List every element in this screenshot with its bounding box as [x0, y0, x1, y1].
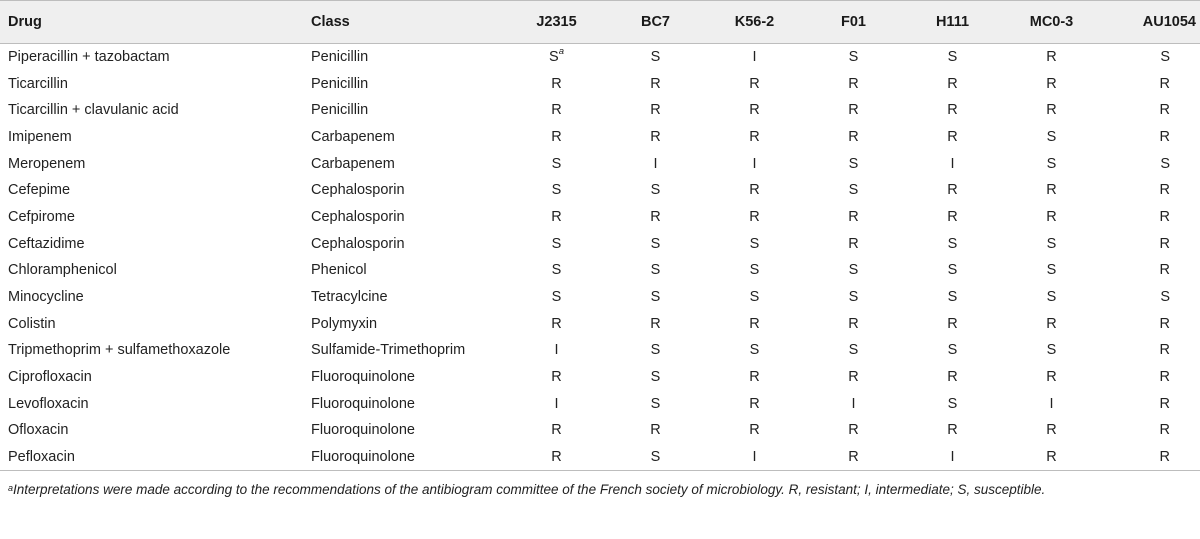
susceptibility-cell: [903, 230, 1002, 257]
susceptibility-value: S: [650, 369, 661, 386]
susceptibility-value: R: [1159, 128, 1170, 145]
susceptibility-cell: [705, 284, 804, 311]
susceptibility-value: R: [1046, 369, 1057, 386]
table-row: [0, 337, 1200, 364]
susceptibility-cell: [606, 230, 705, 257]
susceptibility-cell: [1002, 364, 1101, 391]
header-strain-j2315: J2315: [536, 14, 577, 30]
susceptibility-cell: [1101, 310, 1200, 337]
susceptibility-cell: [804, 310, 903, 337]
header-class: Class: [311, 14, 350, 30]
drug-cell: Cefepime: [8, 182, 71, 199]
susceptibility-value: S: [848, 342, 859, 359]
susceptibility-cell: [804, 124, 903, 151]
class-cell: Penicillin: [311, 49, 369, 66]
susceptibility-cell: [606, 364, 705, 391]
susceptibility-value: R: [749, 128, 760, 145]
susceptibility-value: R: [650, 315, 661, 332]
susceptibility-value: R: [749, 315, 760, 332]
susceptibility-value: R: [947, 128, 958, 145]
susceptibility-cell: [903, 417, 1002, 444]
susceptibility-cell: [804, 444, 903, 471]
class-cell: Phenicol: [311, 262, 367, 279]
susceptibility-cell: [903, 444, 1002, 471]
susceptibility-cell: [507, 364, 606, 391]
susceptibility-cell: [903, 70, 1002, 97]
susceptibility-cell: [705, 97, 804, 124]
susceptibility-value: S: [650, 182, 661, 199]
drug-cell: Tripmethoprim + sulfamethoxazole: [8, 342, 231, 359]
susceptibility-cell: [705, 337, 804, 364]
susceptibility-value: R: [1046, 448, 1057, 465]
susceptibility-value: S: [551, 182, 562, 199]
susceptibility-value: S: [650, 235, 661, 252]
susceptibility-cell: [804, 337, 903, 364]
table-body: [0, 44, 1200, 471]
susceptibility-value: R: [749, 422, 760, 439]
header-row: [0, 1, 1200, 44]
susceptibility-cell: [606, 177, 705, 204]
susceptibility-cell: [507, 417, 606, 444]
susceptibility-value: S: [1046, 262, 1057, 279]
susceptibility-value: I: [653, 155, 658, 172]
susceptibility-cell: [1101, 124, 1200, 151]
susceptibility-cell: [903, 97, 1002, 124]
susceptibility-cell: [1101, 444, 1200, 471]
susceptibility-value: R: [749, 395, 760, 412]
susceptibility-value: S: [549, 49, 559, 66]
susceptibility-cell: [1101, 257, 1200, 284]
susceptibility-cell: [804, 257, 903, 284]
susceptibility-value: S: [1046, 289, 1057, 306]
susceptibility-cell: [903, 204, 1002, 231]
susceptibility-cell: [606, 337, 705, 364]
susceptibility-cell: [804, 70, 903, 97]
susceptibility-value: R: [551, 102, 562, 119]
susceptibility-value: S: [650, 289, 661, 306]
susceptibility-cell: [507, 124, 606, 151]
susceptibility-cell: [1101, 150, 1200, 177]
class-cell: Carbapenem: [311, 128, 395, 145]
susceptibility-value: R: [1159, 208, 1170, 225]
susceptibility-cell: [507, 204, 606, 231]
susceptibility-value: R: [1046, 182, 1057, 199]
susceptibility-cell: [1002, 310, 1101, 337]
susceptibility-value: R: [1046, 102, 1057, 119]
susceptibility-value: R: [551, 448, 562, 465]
susceptibility-cell: [705, 417, 804, 444]
drug-cell: Colistin: [8, 315, 56, 332]
drug-cell: Pefloxacin: [8, 448, 75, 465]
susceptibility-value: I: [752, 155, 757, 172]
susceptibility-value: R: [947, 315, 958, 332]
class-cell: Polymyxin: [311, 315, 378, 332]
susceptibility-cell: [903, 284, 1002, 311]
header-strain-k56-2: K56-2: [734, 14, 775, 30]
class-cell: Fluoroquinolone: [311, 395, 415, 412]
susceptibility-value: R: [1159, 342, 1170, 359]
susceptibility-value: S: [1046, 235, 1057, 252]
susceptibility-cell: [1002, 124, 1101, 151]
header-strain-mc0-3: MC0-3: [1029, 14, 1074, 30]
class-cell: Fluoroquinolone: [311, 422, 415, 439]
susceptibility-value: I: [950, 448, 955, 465]
table-row: [0, 44, 1200, 71]
footnote-reference: a: [558, 46, 564, 58]
susceptibility-cell: [507, 150, 606, 177]
susceptibility-cell: [804, 364, 903, 391]
susceptibility-cell: [705, 444, 804, 471]
drug-cell: Meropenem: [8, 155, 86, 172]
drug-cell: Ticarcillin + clavulanic acid: [8, 102, 179, 119]
susceptibility-value: S: [749, 235, 760, 252]
susceptibility-cell: [606, 284, 705, 311]
susceptibility-value: S: [848, 262, 859, 279]
table-row: [0, 364, 1200, 391]
class-cell: Fluoroquinolone: [311, 448, 415, 465]
susceptibility-value: S: [947, 289, 958, 306]
footnote-marker: a: [8, 483, 14, 493]
class-cell: Penicillin: [311, 102, 369, 119]
susceptibility-cell: [1101, 337, 1200, 364]
susceptibility-value: S: [848, 155, 859, 172]
susceptibility-cell: [804, 230, 903, 257]
drug-cell: Cefpirome: [8, 208, 75, 225]
susceptibility-value: R: [650, 75, 661, 92]
susceptibility-value: R: [749, 208, 760, 225]
susceptibility-value: R: [551, 315, 562, 332]
susceptibility-cell: [606, 70, 705, 97]
susceptibility-value: R: [1159, 102, 1170, 119]
susceptibility-value: S: [650, 448, 661, 465]
susceptibility-value: S: [947, 262, 958, 279]
susceptibility-cell: [804, 97, 903, 124]
susceptibility-value: R: [848, 422, 859, 439]
susceptibility-cell: [903, 364, 1002, 391]
susceptibility-cell: [804, 417, 903, 444]
susceptibility-value: I: [554, 342, 559, 359]
susceptibility-cell: [507, 337, 606, 364]
susceptibility-value: R: [551, 422, 562, 439]
susceptibility-cell: [606, 444, 705, 471]
table-header: [0, 1, 1200, 44]
header-drug: Drug: [8, 14, 42, 30]
susceptibility-cell: [606, 257, 705, 284]
susceptibility-cell: [903, 177, 1002, 204]
table-row: [0, 97, 1200, 124]
susceptibility-cell: [606, 417, 705, 444]
class-cell: Tetracylcine: [311, 289, 388, 306]
susceptibility-cell: [705, 124, 804, 151]
susceptibility-cell: [1101, 44, 1200, 71]
susceptibility-cell: [1002, 417, 1101, 444]
susceptibility-value: R: [551, 369, 562, 386]
susceptibility-value: S: [947, 49, 958, 66]
susceptibility-value: S: [551, 262, 562, 279]
header-strain-f01: F01: [841, 14, 866, 30]
susceptibility-cell: [507, 230, 606, 257]
drug-cell: Levofloxacin: [8, 395, 89, 412]
susceptibility-value: R: [1046, 422, 1057, 439]
susceptibility-value: I: [752, 448, 757, 465]
susceptibility-cell: [1101, 97, 1200, 124]
table-row: [0, 417, 1200, 444]
susceptibility-value: S: [749, 289, 760, 306]
susceptibility-cell: [507, 97, 606, 124]
drug-cell: Ofloxacin: [8, 422, 69, 439]
susceptibility-cell: [1002, 204, 1101, 231]
susceptibility-value: R: [848, 208, 859, 225]
susceptibility-cell: [705, 204, 804, 231]
susceptibility-cell: [606, 390, 705, 417]
header-strain-bc7: BC7: [640, 14, 670, 30]
susceptibility-cell: [705, 230, 804, 257]
susceptibility-cell: [705, 44, 804, 71]
table-row: [0, 230, 1200, 257]
susceptibility-cell: [1101, 204, 1200, 231]
susceptibility-cell: [507, 310, 606, 337]
susceptibility-cell: [804, 390, 903, 417]
susceptibility-cell: [1002, 177, 1101, 204]
susceptibility-value: R: [1159, 75, 1170, 92]
susceptibility-cell: [1002, 284, 1101, 311]
drug-cell: Ceftazidime: [8, 235, 85, 252]
susceptibility-value: S: [551, 155, 562, 172]
susceptibility-value: R: [1046, 315, 1057, 332]
drug-cell: Minocycline: [8, 289, 84, 306]
susceptibility-cell: [903, 44, 1002, 71]
table-row: [0, 70, 1200, 97]
class-cell: Fluoroquinolone: [311, 369, 415, 386]
susceptibility-cell: [1002, 444, 1101, 471]
susceptibility-value: R: [848, 448, 859, 465]
susceptibility-value: S: [650, 395, 661, 412]
susceptibility-value: R: [848, 315, 859, 332]
drug-cell: Ciprofloxacin: [8, 369, 92, 386]
class-cell: Cephalosporin: [311, 182, 405, 199]
susceptibility-cell: [705, 390, 804, 417]
susceptibility-cell: [903, 310, 1002, 337]
susceptibility-cell: [507, 70, 606, 97]
susceptibility-cell: [507, 284, 606, 311]
table-footnote: [0, 471, 1200, 500]
susceptibility-cell: [903, 337, 1002, 364]
susceptibility-value: R: [848, 102, 859, 119]
susceptibility-cell: [903, 124, 1002, 151]
susceptibility-cell: [606, 204, 705, 231]
susceptibility-cell: [804, 284, 903, 311]
susceptibility-cell: [1101, 364, 1200, 391]
susceptibility-cell: [1002, 390, 1101, 417]
susceptibility-cell: [1002, 44, 1101, 71]
susceptibility-value: R: [848, 75, 859, 92]
susceptibility-value: R: [1159, 422, 1170, 439]
susceptibility-value: R: [749, 182, 760, 199]
susceptibility-cell: [705, 150, 804, 177]
susceptibility-cell: [1101, 230, 1200, 257]
susceptibility-value: S: [848, 289, 859, 306]
susceptibility-value: R: [947, 182, 958, 199]
susceptibility-value: I: [752, 49, 757, 66]
susceptibility-cell: [903, 390, 1002, 417]
susceptibility-cell: [507, 177, 606, 204]
table-row: [0, 204, 1200, 231]
susceptibility-cell: [705, 364, 804, 391]
susceptibility-cell: [903, 150, 1002, 177]
susceptibility-value: I: [554, 395, 559, 412]
susceptibility-value: S: [650, 342, 661, 359]
class-cell: Cephalosporin: [311, 235, 405, 252]
table-row: [0, 284, 1200, 311]
susceptibility-value: S: [650, 262, 661, 279]
susceptibility-cell: [705, 177, 804, 204]
susceptibility-value: R: [947, 422, 958, 439]
susceptibility-cell: [903, 257, 1002, 284]
susceptibility-value: S: [749, 262, 760, 279]
susceptibility-value: S: [1160, 289, 1170, 306]
table-row: [0, 257, 1200, 284]
susceptibility-value: R: [848, 369, 859, 386]
susceptibility-value: R: [1159, 369, 1170, 386]
susceptibility-value: S: [848, 49, 859, 66]
susceptibility-cell: [804, 204, 903, 231]
drug-cell: Imipenem: [8, 128, 72, 145]
susceptibility-cell: [507, 390, 606, 417]
susceptibility-value: S: [1046, 155, 1057, 172]
susceptibility-cell: [705, 70, 804, 97]
susceptibility-cell: [1002, 230, 1101, 257]
susceptibility-value: R: [551, 75, 562, 92]
susceptibility-cell: [606, 150, 705, 177]
susceptibility-cell: [1101, 390, 1200, 417]
susceptibility-value: R: [1159, 315, 1170, 332]
susceptibility-cell: [507, 444, 606, 471]
susceptibility-value: R: [848, 235, 859, 252]
susceptibility-value: R: [947, 208, 958, 225]
susceptibility-cell: [1002, 97, 1101, 124]
susceptibility-value: R: [749, 102, 760, 119]
susceptibility-value: R: [947, 102, 958, 119]
susceptibility-value: R: [1159, 262, 1170, 279]
susceptibility-cell: [804, 44, 903, 71]
susceptibility-value: S: [947, 342, 958, 359]
susceptibility-cell: [1101, 284, 1200, 311]
susceptibility-value: I: [950, 155, 955, 172]
susceptibility-value: R: [1046, 208, 1057, 225]
susceptibility-cell: [705, 310, 804, 337]
susceptibility-cell: [606, 97, 705, 124]
susceptibility-value: S: [1046, 342, 1057, 359]
table-row: [0, 310, 1200, 337]
susceptibility-value: R: [551, 128, 562, 145]
header-strain-h111: H111: [935, 14, 970, 30]
susceptibility-cell: [507, 257, 606, 284]
drug-cell: Chloramphenicol: [8, 262, 117, 279]
susceptibility-value: I: [851, 395, 856, 412]
susceptibility-value: I: [1049, 395, 1054, 412]
susceptibility-value: S: [749, 342, 760, 359]
susceptibility-value: S: [1160, 49, 1170, 66]
class-cell: Sulfamide-Trimethoprim: [311, 342, 466, 359]
susceptibility-value: R: [947, 369, 958, 386]
susceptibility-value: S: [650, 49, 661, 66]
susceptibility-value: S: [1046, 128, 1057, 145]
table-row: [0, 444, 1200, 471]
class-cell: Carbapenem: [311, 155, 395, 172]
drug-cell: Ticarcillin: [8, 75, 68, 92]
susceptibility-cell: [606, 124, 705, 151]
susceptibility-value: R: [749, 369, 760, 386]
susceptibility-cell: [804, 177, 903, 204]
table-row: [0, 124, 1200, 151]
susceptibility-value: S: [551, 235, 562, 252]
susceptibility-value: S: [848, 182, 859, 199]
susceptibility-value: R: [551, 208, 562, 225]
susceptibility-value: S: [947, 235, 958, 252]
susceptibility-cell: [1002, 70, 1101, 97]
susceptibility-value: R: [1159, 448, 1170, 465]
susceptibility-value: R: [650, 128, 661, 145]
susceptibility-value: S: [551, 289, 562, 306]
susceptibility-cell: [1002, 337, 1101, 364]
susceptibility-cell: [1101, 177, 1200, 204]
susceptibility-cell: [606, 310, 705, 337]
susceptibility-value: R: [1046, 49, 1057, 66]
table-row: [0, 390, 1200, 417]
susceptibility-value: R: [1046, 75, 1057, 92]
susceptibility-cell: [1101, 417, 1200, 444]
susceptibility-value: R: [650, 422, 661, 439]
class-cell: Penicillin: [311, 75, 369, 92]
susceptibility-cell: [606, 44, 705, 71]
susceptibility-cell: [507, 44, 606, 71]
susceptibility-value: R: [650, 208, 661, 225]
class-cell: Cephalosporin: [311, 208, 405, 225]
susceptibility-value: R: [1159, 182, 1170, 199]
footnote-text: Interpretations were made according to the recommendations of the antibiogram committee of the French society of microbiology. R, resistant; I, intermediate; S, susceptible.: [13, 482, 1046, 497]
drug-cell: Piperacillin + tazobactam: [8, 49, 170, 66]
susceptibility-cell: [1002, 257, 1101, 284]
susceptibility-value: R: [650, 102, 661, 119]
susceptibility-value: R: [749, 75, 760, 92]
susceptibility-value: S: [947, 395, 958, 412]
susceptibility-cell: [705, 257, 804, 284]
susceptibility-value: S: [1160, 155, 1170, 172]
susceptibility-value: R: [1159, 395, 1170, 412]
susceptibility-value: R: [947, 75, 958, 92]
susceptibility-cell: [804, 150, 903, 177]
susceptibility-cell: [1002, 150, 1101, 177]
susceptibility-value: R: [848, 128, 859, 145]
susceptibility-cell: [1101, 70, 1200, 97]
table-row: [0, 177, 1200, 204]
susceptibility-value: R: [1159, 235, 1170, 252]
header-strain-au1054: AU1054: [1142, 14, 1196, 30]
table-row: [0, 150, 1200, 177]
